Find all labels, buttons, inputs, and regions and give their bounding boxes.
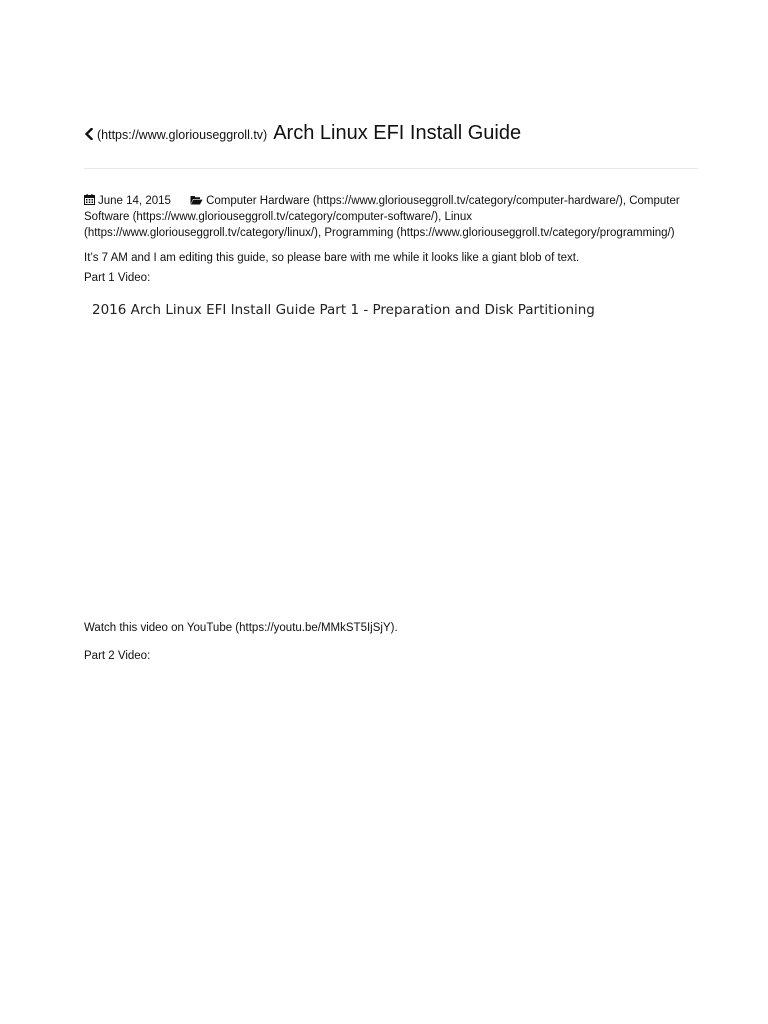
post-meta: June 14, 2015 Computer Hardware (https://www.gloriouseggroll.tv/category/computer-hardware/), Computer Software (https://www.gloriouseggroll.tv/category/computer-software/), Linux (https://www.gloriouseggroll.tv/category/linux/), Programming (https://www.gloriouseggroll.tv/category/programming/) <box>84 195 680 239</box>
category-link-programming[interactable]: Programming (https://www.gloriouseggroll.tv/category/programming/) <box>324 227 675 239</box>
video-embed-part2[interactable] <box>84 672 684 987</box>
category-link-linux[interactable]: Linux (https://www.gloriouseggroll.tv/category/linux/) <box>84 211 472 239</box>
post-header <box>84 122 704 150</box>
page-title: Arch Linux EFI Install Guide <box>273 122 522 144</box>
post-date-label: June 14, 2015 <box>98 195 171 207</box>
back-link-label: (https://www.gloriouseggroll.tv) <box>97 128 268 142</box>
part2-label: Part 2 Video: <box>84 650 151 662</box>
part1-label: Part 1 Video: <box>84 272 151 284</box>
post-date <box>84 195 174 207</box>
calendar-icon <box>84 194 95 205</box>
video-title[interactable]: 2016 Arch Linux EFI Install Guide Part 1 - Preparation and Disk Partitioning <box>92 302 595 318</box>
category-link-computer-software[interactable]: Computer Software (https://www.gloriouseggroll.tv/category/computer-software/) <box>84 195 680 223</box>
category-link-computer-hardware[interactable]: Computer Hardware (https://www.gloriouseggroll.tv/category/computer-hardware/) <box>206 195 623 207</box>
chevron-left-icon <box>84 128 94 140</box>
header-divider <box>84 168 698 169</box>
back-link[interactable] <box>84 127 267 142</box>
folder-open-icon <box>190 195 203 205</box>
intro-text: It’s 7 AM and I am editing this guide, so please bare with me while it looks like a giant blob of text. <box>84 252 580 264</box>
video-embed-part1[interactable] <box>84 296 684 611</box>
youtube-link[interactable]: Watch this video on YouTube (https://youtu.be/MMkST5IjSjY). <box>84 622 398 634</box>
